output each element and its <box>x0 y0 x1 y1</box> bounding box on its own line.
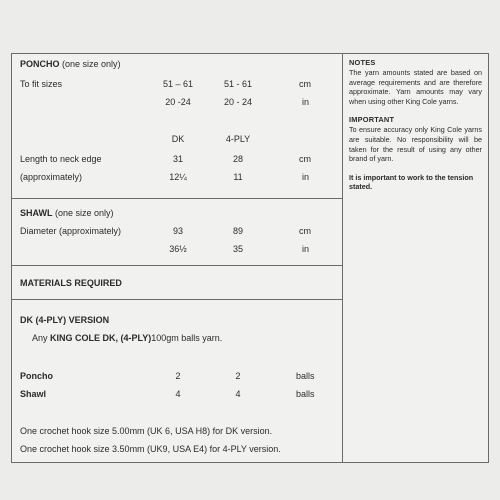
poncho-balls-4ply: 2 <box>235 371 241 381</box>
sizes-cm-dk: 51 – 61 <box>162 79 194 89</box>
poncho-balls-unit: balls <box>296 371 315 381</box>
yarn-line <box>32 333 222 344</box>
poncho-heading-line <box>20 59 121 70</box>
important-text: To ensure accuracy only King Cole yarns are suitable. No responsibility will be taken for the result of using any other brand of yarn. <box>349 125 482 164</box>
approx-label: (approximately) <box>20 172 83 182</box>
hook-dk-line: One crochet hook size 5.00mm (UK 6, USA H8) for DK version. <box>20 426 273 436</box>
yarn-line-suffix: 100gm balls yarn. <box>151 333 223 343</box>
sizes-unit-in: in <box>302 97 310 107</box>
yarn-brand: KING COLE DK, (4-PLY) <box>50 333 152 343</box>
length-unit-cm: cm <box>299 154 311 164</box>
diameter-unit-in: in <box>302 244 310 254</box>
version-heading: DK (4-PLY) VERSION <box>20 315 110 325</box>
poncho-balls-dk: 2 <box>175 371 181 381</box>
poncho-heading-note: (one size only) <box>62 59 121 69</box>
length-in-4ply: 11 <box>233 172 243 182</box>
hook-4ply-line: One crochet hook size 3.50mm (UK9, USA E4) for 4-PLY version. <box>20 444 281 454</box>
column-header-dk: DK <box>171 134 185 144</box>
length-cm-dk: 31 <box>172 154 183 164</box>
yarn-line-prefix: Any <box>32 333 51 343</box>
sizes-materials-column <box>12 54 343 462</box>
divider <box>12 299 342 300</box>
diameter-label: Diameter (approximately) <box>20 226 122 236</box>
length-cm-4ply: 28 <box>232 154 243 164</box>
sizes-cm-4ply: 51 - 61 <box>223 79 253 89</box>
materials-heading: MATERIALS REQUIRED <box>20 278 122 288</box>
sizes-in-4ply: 20 - 24 <box>223 97 253 107</box>
length-label: Length to neck edge <box>20 154 102 164</box>
notes-column <box>343 54 488 462</box>
diameter-in-4ply: 35 <box>232 244 243 254</box>
shawl-row-label: Shawl <box>20 389 47 399</box>
shawl-heading-note: (one size only) <box>55 208 114 218</box>
notes-heading: NOTES <box>349 58 376 67</box>
diameter-unit-cm: cm <box>299 226 311 236</box>
pattern-info-panel <box>11 53 489 463</box>
divider <box>12 198 342 199</box>
sizes-unit-cm: cm <box>299 79 311 89</box>
shawl-balls-unit: balls <box>296 389 315 399</box>
length-in-dk: 12¼ <box>169 172 187 182</box>
important-heading: IMPORTANT <box>349 115 395 125</box>
shawl-balls-dk: 4 <box>175 389 181 399</box>
sizes-label: To fit sizes <box>20 79 63 89</box>
sizes-in-dk: 20 -24 <box>165 97 191 107</box>
shawl-heading: SHAWL <box>20 208 53 218</box>
divider <box>12 265 342 266</box>
notes-text: The yarn amounts stated are based on average requirements and are therefore approximate. Yarn amounts may vary when using other King Cole yarns. <box>349 68 482 106</box>
tension-text: It is important to work to the tension stated. <box>349 172 474 192</box>
diameter-in-dk: 36½ <box>169 244 187 254</box>
shawl-heading-line <box>20 208 114 219</box>
poncho-heading: PONCHO <box>20 59 60 69</box>
diameter-cm-4ply: 89 <box>232 226 243 236</box>
shawl-balls-4ply: 4 <box>235 389 241 399</box>
column-header-4ply: 4-PLY <box>225 134 251 144</box>
diameter-cm-dk: 93 <box>172 226 183 236</box>
poncho-row-label: Poncho <box>20 371 53 381</box>
length-unit-in: in <box>302 172 310 182</box>
